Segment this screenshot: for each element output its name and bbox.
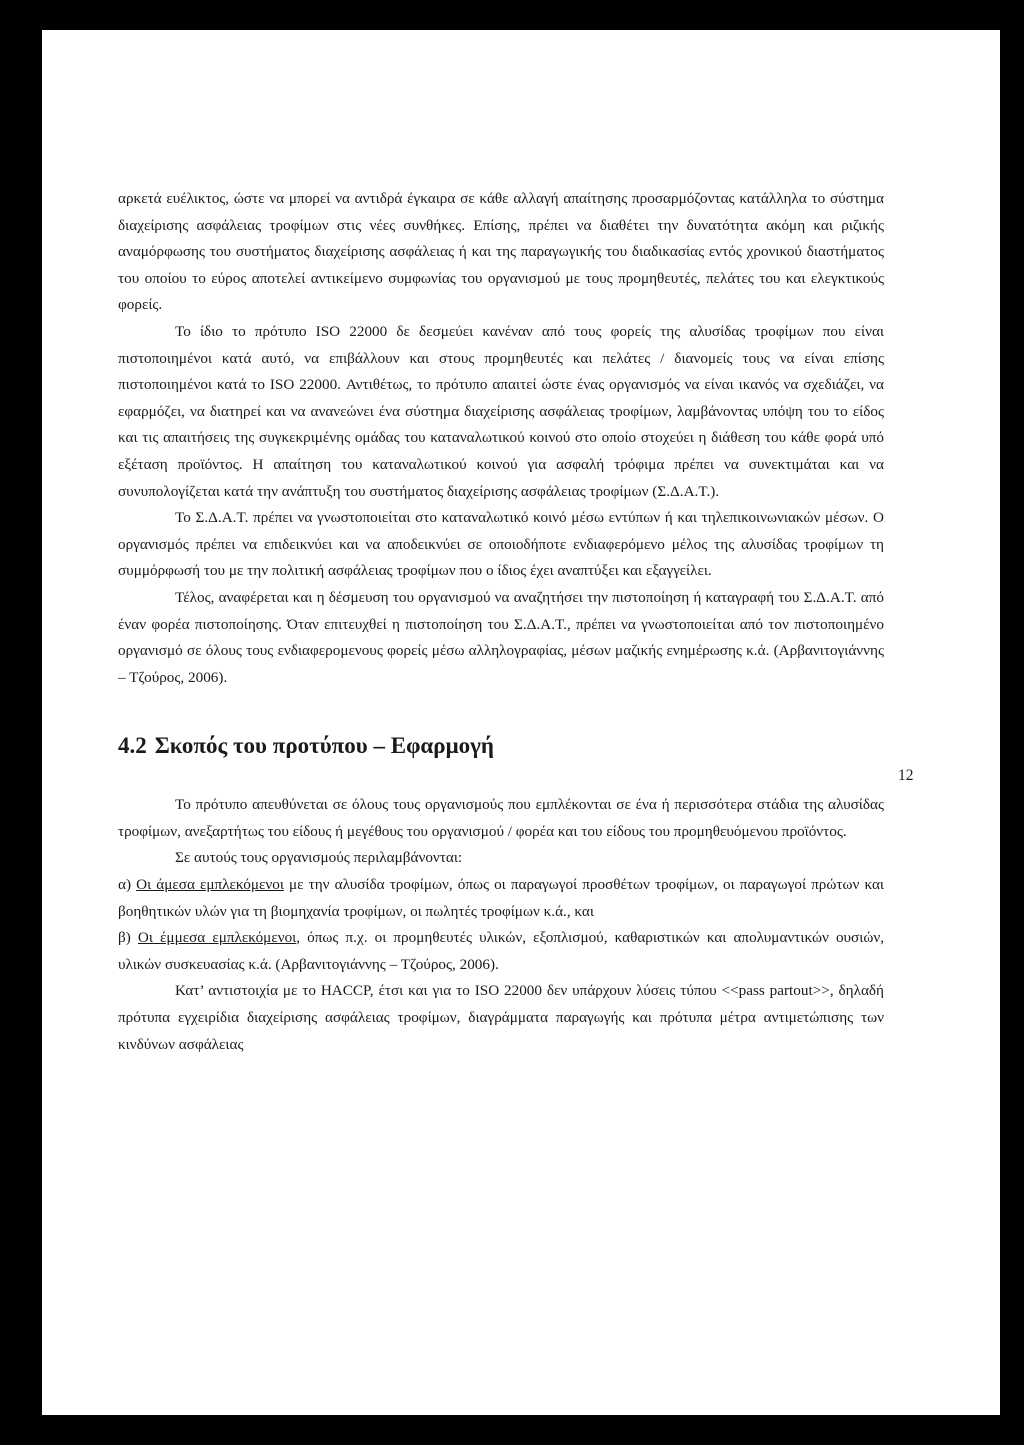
paragraph-scope: Το πρότυπο απευθύνεται σε όλους τους οργανισμούς που εμπλέκονται σε ένα ή περισσότερα στάδια της αλυσίδας τροφίμων, ανεξαρτήτως του είδους ή μεγέθους του οργανισμού / φορέα και του είδους του προμηθευόμενου προϊόντος. [118,796,884,840]
section-title: Σκοπός του προτύπου – Εφαρμογή [154,733,494,759]
section-number: 4.2 [118,733,147,759]
paragraph-sdat-communication: Το Σ.Δ.Α.Τ. πρέπει να γνωστοποιείται στο καταναλωτικό κοινό μέσω εντύπων ή και τηλεπικοινωνιακών μέσων. Ο οργανισμός πρέπει να επιδεικνύει και να αποδεικνύει σε οποιοδήποτε ενδιαφερόμενο μέλος της αλυσίδας τροφίμων τη συμμόρφωσή του με την πολιτική ασφάλειας τροφίμων που ο ίδιος έχει αναπτύξει και εξαγγείλει. [118,509,884,580]
paragraph-iso-obligations: Το ίδιο το πρότυπο ISO 22000 δε δεσμεύει κανέναν από τους φορείς της αλυσίδας τροφίμων που είναι πιστοποιημένοι κατά αυτό, να επιβάλλουν και στους προμηθευτές και πελάτες / διανομείς τους να είναι επίσης πιστοποιημένοι κατά το ISO 22000. Αντιθέτως, το πρότυπο απαιτεί ώστε ένας οργανισμός να είναι ικανός να σχεδιάζει, να εφαρμόζει, να διατηρεί και να ανανεώνει ένα σύστημα διαχείρισης ασφάλειας τροφίμων, λαμβάνοντας υπόψη του το είδος και τις απαιτήσεις της συγκεκριμένης ομάδας του καταναλωτικού κοινού στο οποίο στοχεύει η διάθεση του κάθε φορά υπό εξέταση προϊόντος. Η απαίτηση του καταναλωτικού κοινού για ασφαλή τρόφιμα πρέπει να συνεκτιμάται και να συνυπολογίζεται κατά την ανάπτυξη του συστήματος διαχείρισης ασφάλειας τροφίμων (Σ.Δ.Α.Τ.). [118,322,884,500]
section-heading [118,731,884,761]
list-item-direct-text: με την αλυσίδα τροφίμων, όπως οι παραγωγοί προσθέτων τροφίμων, οι παραγωγοί πρώτων και βοηθητικών υλών για τη βιομηχανία τροφίμων, οι πωλητές τροφίμων κ.ά., και [118,876,885,920]
list-marker-a: α) [118,876,132,894]
list-item-indirect [118,925,884,978]
page-content [118,186,914,1058]
paragraph-includes: Σε αυτούς τους οργανισμούς περιλαμβάνονται: [175,849,463,867]
list-marker-b: β) [118,929,131,947]
list-item-direct [118,872,884,925]
page-number: 12 [898,767,914,784]
document-page [42,30,1000,1415]
paragraph-certification: Τέλος, αναφέρεται και η δέσμευση του οργανισμού να αναζητήσει την πιστοποίηση ή καταγραφή του Σ.Δ.Α.Τ. από έναν φορέα πιστοποίησης. Όταν επιτευχθεί η πιστοποίηση του Σ.Δ.Α.Τ., πρέπει να γνωστοποιείται από τον πιστοποιημένο οργανισμό σε όλους τους ενδιαφερομενους φορείς μέσω αλληλογραφίας, μέσων μαζικής ενημέρωσης κ.ά. (Αρβανιτογιάννης – Τζούρος, 2006). [118,588,884,686]
list-item-indirect-text: , όπως π.χ. οι προμηθευτές υλικών, εξοπλισμού, καθαριστικών και απολυμαντικών ουσιών, υλικών συσκευασίας κ.ά. (Αρβανιτογιάννης – Τζούρος, 2006). [118,929,884,973]
paragraph-haccp: Κατ’ αντιστοιχία με το HACCP, έτσι και για το ISO 22000 δεν υπάρχουν λύσεις τύπου <<pass partout>>, δηλαδή πρότυπα εγχειρίδια διαχείρισης ασφάλειας τροφίμων, διαγράμματα παραγωγής και πρότυπα μέτρα αντιμετώπισης των κινδύνων ασφάλειας [118,982,884,1053]
term-direct: Οι άμεσα εμπλεκόμενοι [136,876,284,894]
term-indirect: Οι έμμεσα εμπλεκόμενοι [137,929,297,947]
paragraph-continuation: αρκετά ευέλικτος, ώστε να μπορεί να αντιδρά έγκαιρα σε κάθε αλλαγή απαίτησης προσαρμόζοντας κατάλληλα το σύστημα διαχείρισης ασφάλειας τροφίμων στις νέες συνθήκες. Επίσης, πρέπει να διαθέτει την δυνατότητα ακόμη και ριζικής αναμόρφωσης του συστήματος διαχείρισης ασφάλειας ή και της παραγωγικής του διαδικασίας εντός χρονικού διαστήματος του οποίου το εύρος αποτελεί αντικείμενο συμφωνίας του οργανισμού με τους προμηθευτές, πελάτες του και ελεγκτικούς φορείς. [118,190,884,314]
